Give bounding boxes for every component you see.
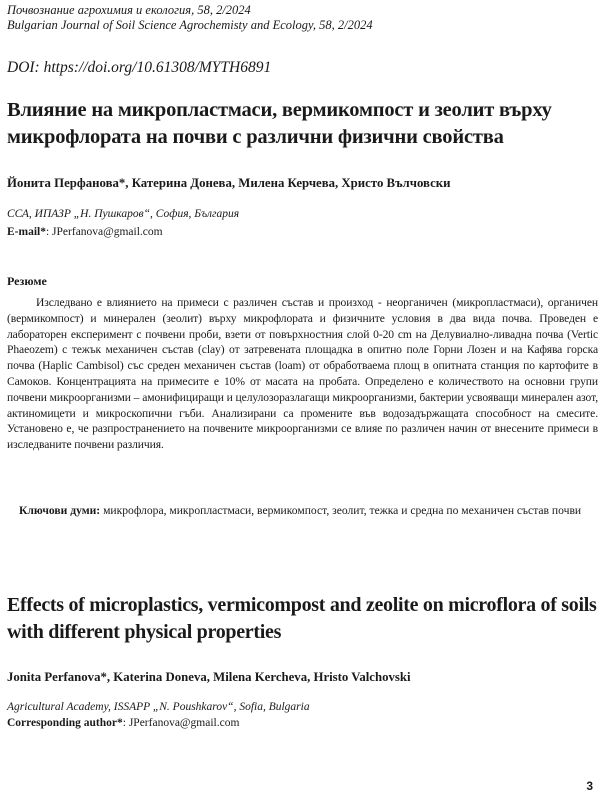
affiliation-english: Agricultural Academy, ISSAPP „N. Poushkarov“, Sofia, Bulgaria bbox=[7, 701, 310, 713]
abstract-body bbox=[7, 295, 598, 453]
doi-line: DOI: https://doi.org/10.61308/MYTH6891 bbox=[7, 59, 272, 76]
keywords-text: микрофлора, микропластмаси, вермикомпост, зеолит, тежка и средна по механичен състав почви bbox=[100, 504, 582, 517]
abstract-paragraph: Изследвано е влиянието на примеси с различен състав и произход - неорганичен (микропластмаси), органичен (вермикомпост) и минерален (зеолит) върху микрофлората и физичните условия в два вида почва. Проведен е лабораторен експеримент с почвени проби, взети от повърхностния слой 0-20 cm на Делувиално-ливадна почва (Vertic Phaeozem) с тежък механичен състав (clay) от затревената площадка в опитно поле Горни Лозен и на Кафява горска почва (Haplic Cambisol) със среден механичен състав (loam) от обработваема площ в опитната станция по картофите в Самоков. Концентрацията на примесите е 10% от масата на пробата. Определено е количеството на основни групи почвени микроорганизми – амонифициращи и целулозоразлагащи микроорганизми, бактерии усвояващи минерален азот, актиномицети и микроскопични гъби. Анализирани са промените във водозадържащата способност на смесите. Установено е, че разпространението на почвените микроорганизми се влияе по различен начин от внесените примеси в изследваните почвени различия. bbox=[7, 296, 598, 452]
email-label-bulgarian: E-mail* bbox=[7, 226, 46, 238]
title-english: Effects of microplastics, vermicompost and zeolite on microflora of soils with different physical properties bbox=[7, 594, 597, 643]
email-bulgarian bbox=[7, 226, 163, 238]
journal-name-bg: Почвознание агрохимия и екология, 58, 2/2024 bbox=[7, 3, 251, 17]
page-number: 3 bbox=[586, 779, 593, 793]
affiliation-bulgarian: ССА, ИПАЗР „Н. Пушкаров“, София, България bbox=[7, 208, 240, 220]
email-label-english: Corresponding author* bbox=[7, 717, 123, 729]
authors-english: Jonita Perfanova*, Katerina Doneva, Milena Kercheva, Hristo Valchovski bbox=[7, 670, 411, 684]
keywords-label: Ключови думи: bbox=[19, 504, 101, 517]
email-value-bulgarian: : JPerfanova@gmail.com bbox=[45, 226, 163, 238]
abstract-heading: Резюме bbox=[7, 274, 47, 288]
keywords-line bbox=[7, 503, 598, 519]
journal-name-en: Bulgarian Journal of Soil Science Agrochemisty and Ecology, 58, 2/2024 bbox=[7, 18, 373, 32]
authors-bulgarian: Йонита Перфанова*, Катерина Донева, Милена Керчева, Христо Вълчовски bbox=[7, 176, 451, 190]
email-english bbox=[7, 717, 239, 729]
email-value-english: : JPerfanova@gmail.com bbox=[122, 717, 240, 729]
title-bulgarian: Влияние на микропластмаси, вермикомпост и зеолит върху микрофлората на почви с различни физични свойства bbox=[7, 99, 552, 148]
